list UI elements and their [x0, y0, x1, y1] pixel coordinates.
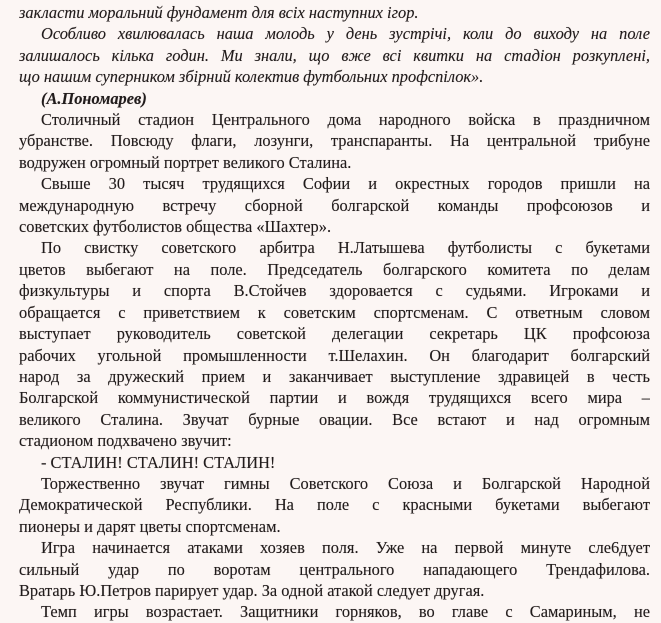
- text-line: Болгарской коммунистической партии и вождя трудящихся всего мира –: [19, 388, 650, 408]
- paragraph: [19, 601, 650, 622]
- text-line: рабочих угольной промышленности т.Шелахин. Он благодарит болгарский: [19, 345, 650, 365]
- text-line: народ за дружеский прием и заканчивает выступление здравицей в честь: [19, 366, 650, 386]
- text-line: физкультуры и спорта В.Стойчев здоровается с судьями. Игроками и: [19, 281, 650, 301]
- text-line: пионеры и дарят цветы спортсменам.: [19, 516, 281, 536]
- text-line: выступает руководитель советской делегации секретарь ЦК профсоюза: [19, 324, 650, 344]
- text-line: убранстве. Повсюду флаги, лозунги, транспаранты. На центральной трибуне: [19, 131, 650, 151]
- text-line: советских футболистов общества «Шахтер».: [19, 217, 332, 237]
- text-line: - СТАЛИН! СТАЛИН! СТАЛИН!: [41, 452, 276, 472]
- text-line: Темп игры возрастает. Защитники горняков, во главе с Самариным, не: [41, 602, 650, 622]
- paragraph: [19, 237, 650, 451]
- text-line: закласти моральний фундамент для всіх наступних ігор.: [19, 3, 419, 22]
- text-line: цветов выбегают на поле. Председатель болгарского комитета по делам: [19, 259, 650, 279]
- paragraph: [19, 473, 650, 537]
- text-line: Столичный стадион Центрального дома народного войска в праздничном: [41, 110, 650, 130]
- text-line: залишалось кілька годин. Ми знали, що вже всі квитки на стадіон розкуплені,: [19, 45, 650, 65]
- paragraph-stalin-chant: [19, 452, 650, 473]
- text-line: водружен огромный портрет великого Сталина.: [19, 152, 352, 172]
- paragraph: [19, 23, 650, 87]
- text-line: Игра начинается атаками хозяев поля. Уже на первой минуте сле6дует: [41, 538, 650, 558]
- paragraph: [19, 2, 650, 23]
- text-line: Особливо хвилювалась наша молодь у день зустрічі, коли до виходу на поле: [41, 24, 650, 44]
- text-line: международную встречу сборной болгарской команды профсоюзов и: [19, 195, 650, 215]
- paragraph-author: [19, 88, 650, 109]
- text-line: стадионом подхвачено звучит:: [19, 431, 232, 451]
- text-line: Вратарь Ю.Петров парирует удар. За одной атакой следует другая.: [19, 580, 485, 600]
- text-line: сильный удар по воротам центрального нападающего Трендафилова.: [19, 559, 650, 579]
- text-line: що нашим суперником збірний колектив футбольних профспілок».: [19, 67, 484, 87]
- text-line: Свыше 30 тысяч трудящихся Софии и окрестных городов пришли на: [41, 174, 650, 194]
- text-line: По свистку советского арбитра Н.Латышева футболисты с букетами: [41, 238, 650, 258]
- text-line: великого Сталина. Звучат бурные овации. Все встают и над огромным: [19, 409, 650, 429]
- paragraph: [19, 173, 650, 237]
- paragraph: [19, 109, 650, 173]
- text-line: Демократической Республики. На поле с красными букетами выбегают: [19, 495, 650, 515]
- text-line: Торжественно звучат гимны Советского Союза и Болгарской Народной: [41, 473, 650, 493]
- paragraph: [19, 537, 650, 601]
- text-line: обращается с приветствием к советским спортсменам. С ответным словом: [19, 302, 650, 322]
- text-line: (А.Пономарев): [41, 88, 147, 108]
